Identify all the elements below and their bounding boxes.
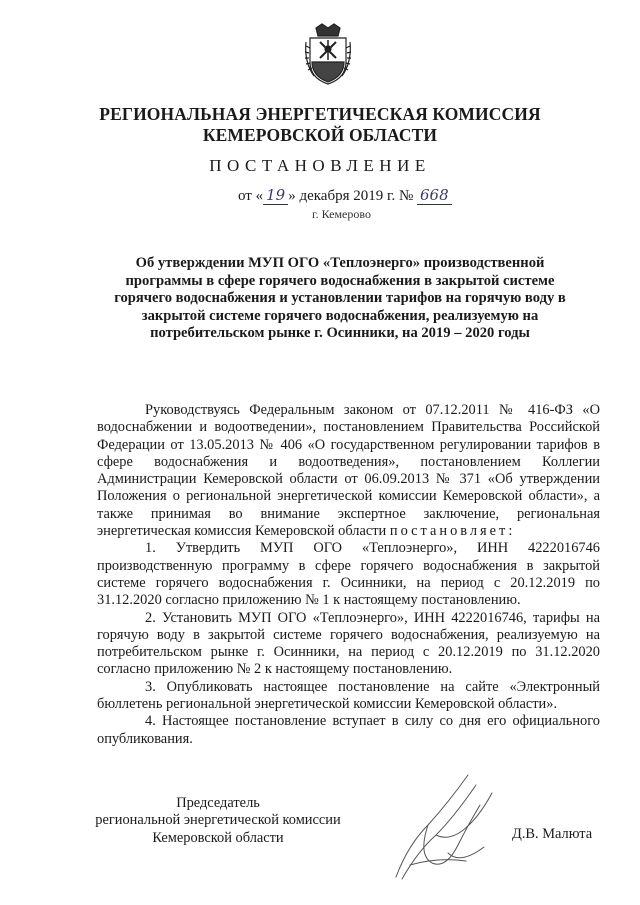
handwritten-signature bbox=[388, 765, 498, 885]
document-type-heading: ПОСТАНОВЛЕНИЕ bbox=[209, 156, 431, 175]
organization-name-line1: РЕГИОНАЛЬНАЯ ЭНЕРГЕТИЧЕСКАЯ КОМИССИЯ bbox=[99, 104, 541, 124]
coat-of-arms-emblem bbox=[302, 22, 354, 88]
preamble-paragraph bbox=[97, 402, 600, 540]
subject-line: Об утверждении МУП ОГО «Теплоэнерго» производственной bbox=[135, 255, 545, 271]
subject-line: горячего водоснабжения и установлении тарифов на горячую воду в bbox=[114, 290, 566, 306]
handwritten-decree-number: 668 bbox=[417, 186, 452, 205]
signatory-title-line1: Председатель bbox=[176, 795, 260, 811]
decree-subject bbox=[110, 255, 570, 343]
decree-item: 1. Утвердить МУП ОГО «Теплоэнерго», ИНН 4222016746 производственную программу в сфере горячего водоснабжения в закрытой системе горячего водоснабжения г. Осинники, на период с 20.12.2019 по 31.12.2020 согласно приложению № 1 к настоящему постановлению. bbox=[97, 540, 600, 609]
date-number-line bbox=[238, 186, 452, 205]
organization-name-line2: КЕМЕРОВСКОЙ ОБЛАСТИ bbox=[202, 125, 438, 145]
decree-item: 3. Опубликовать настоящее постановление на сайте «Электронный бюллетень региональной энергетической комиссии Кемеровской области». bbox=[97, 678, 600, 713]
decree-item: 4. Настоящее постановление вступает в силу со дня его официального опубликования. bbox=[97, 713, 600, 747]
organization-name bbox=[0, 104, 640, 146]
signatory-title bbox=[88, 795, 348, 847]
subject-line: закрытой системе горячего водоснабжения, реализуемую на bbox=[141, 307, 539, 324]
signatory-title-line2: региональной энергетической комиссии bbox=[95, 812, 341, 829]
date-middle: » декабря 2019 г. № bbox=[288, 188, 414, 204]
subject-line: потребительском рынке г. Осинники, на 2019 – 2020 годы bbox=[150, 325, 530, 341]
decree-body bbox=[97, 402, 600, 748]
signatory-title-line3: Кемеровской области bbox=[152, 829, 284, 846]
handwritten-day: 19 bbox=[263, 186, 288, 205]
city-name: г. Кемерово bbox=[312, 207, 371, 221]
subject-line: программы в сфере горячего водоснабжения в закрытой системе bbox=[125, 272, 555, 289]
signatory-name: Д.В. Малюта bbox=[512, 826, 593, 842]
date-prefix: от « bbox=[238, 188, 264, 204]
preamble-text: Руководствуясь Федеральным законом от 07.12.2011 № 416-ФЗ «О водоснабжении и водоотведении», постановлением Правительства Российской Федерации от 13.05.2013 № 406 «О государственном регулировании тарифов в сфере водоснабжения и водоотведения», постановлением Коллегии Администрации Кемеровской области от 06.09.2013 № 371 «Об утверждении Положения о региональной энергетической комиссии Кемеровской области», а также принимая во внимание экспертное заключение, региональная энергетическая комиссия Кемеровской области bbox=[97, 402, 600, 540]
decree-item: 2. Установить МУП ОГО «Теплоэнерго», ИНН 4222016746, тарифы на горячую воду в закрытой системе горячего водоснабжения, реализуемую на потребительском рынке г. Осинники, на период с 20.12.2019 по 31.12.2020 согласно приложению № 2 к настоящему постановлению. bbox=[97, 609, 600, 678]
resolve-word: постановляет: bbox=[389, 523, 516, 540]
